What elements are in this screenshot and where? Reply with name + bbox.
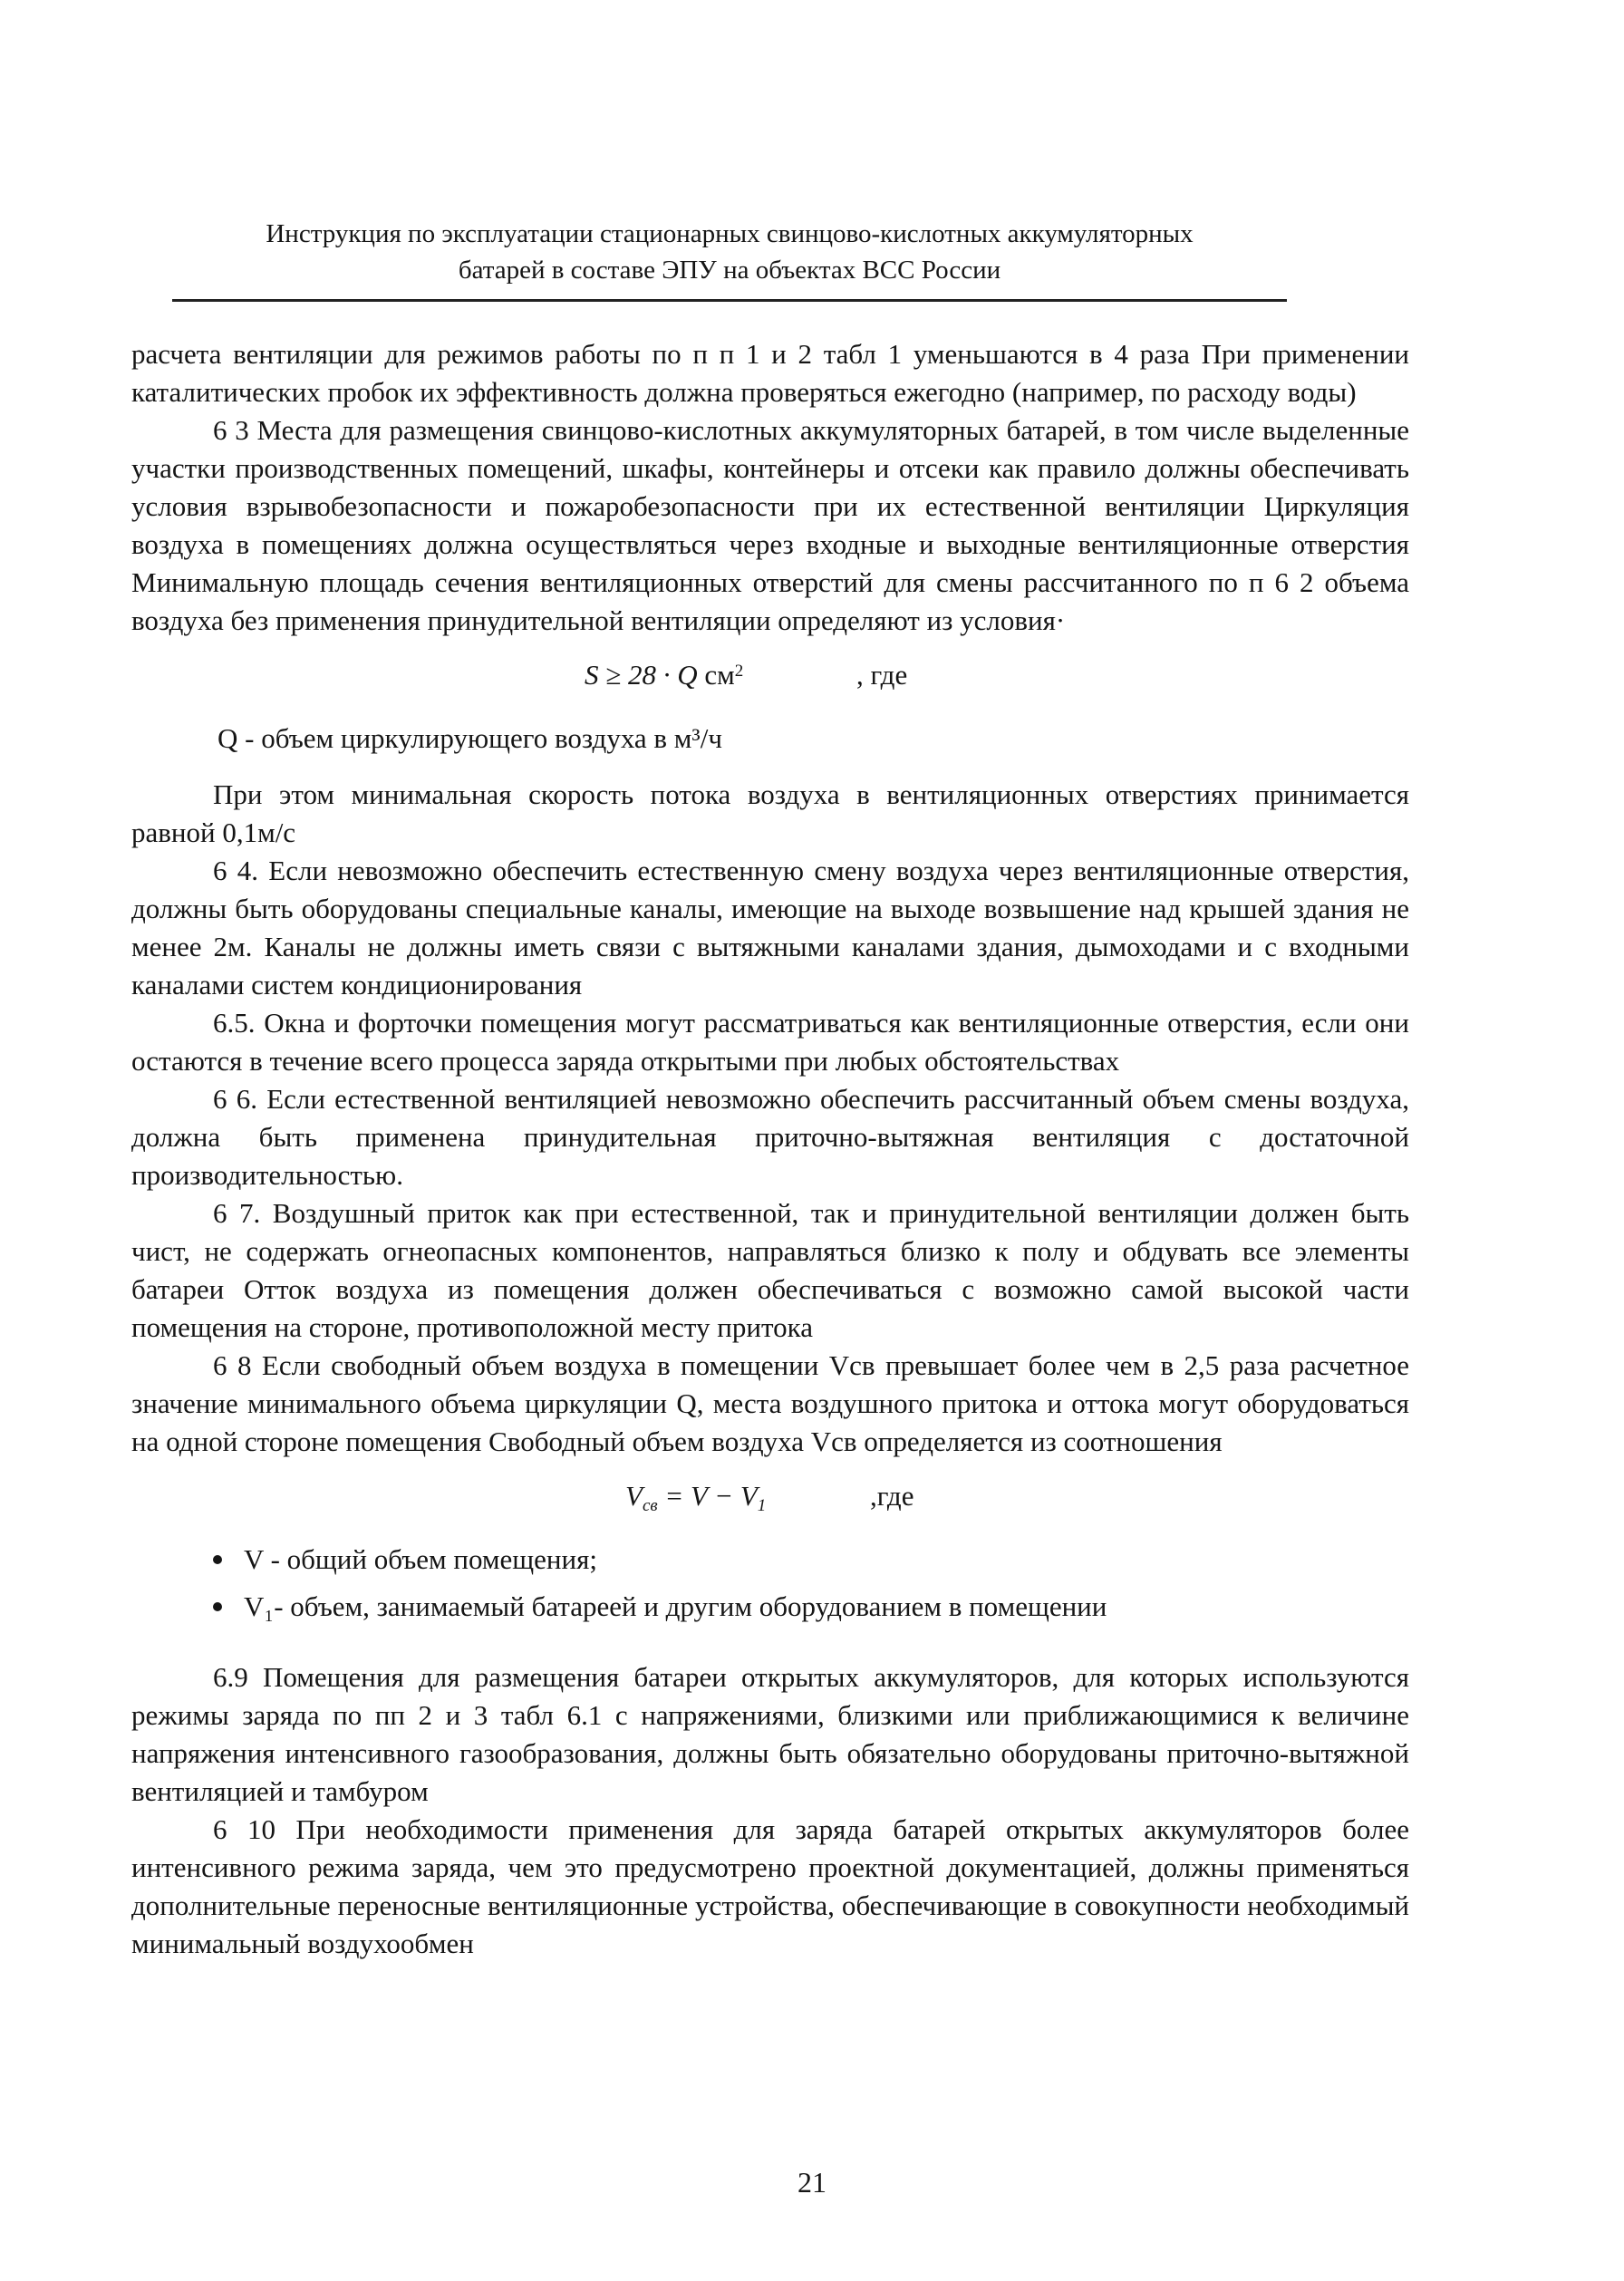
formula-area-where: , где [856, 659, 908, 691]
bullet-text: V₁- объем, занимаемый батареей и другим оборудованием в помещении [244, 1590, 1107, 1622]
page-number: 21 [798, 2166, 826, 2199]
paragraph-continuation: расчета вентиляции для режимов работы по п п 1 и 2 табл 1 уменьшаются в 4 раза При применении каталитических пробок их эффективность должна проверяться ежегодно (например, по расходу воды) [131, 338, 1409, 408]
paragraph-6-10: 6 10 При необходимости применения для заряда батарей открытых аккумуляторов более интенсивного режима заряда, чем это предусмотрено проектной документацией, должны применяться дополнительные переносные вентиляционные устройства, обеспечивающие в совокупности необходимый минимальный воздухообмен [131, 1813, 1409, 1959]
formula-free-volume-where: ,где [870, 1480, 914, 1512]
formula-free-volume-lhs-sub: св [642, 1496, 658, 1515]
paragraph-6-6: 6 6. Если естественной вентиляцией невозможно обеспечить рассчитанный объем смены воздуха, должна быть применена принудительная приточно-вытяжная вентиляция с достаточной производительностью. [131, 1083, 1409, 1191]
bullet-dot-icon [213, 1555, 222, 1564]
bullet-text: V - общий объем помещения; [244, 1543, 597, 1575]
paragraph-6-4: 6 4. Если невозможно обеспечить естественную смену воздуха через вентиляционные отверстия, должны быть оборудованы специальные каналы, имеющие на выходе возвышение над крышей здания не менее 2м. Каналы не должны иметь связи с вытяжными каналами здания, дымоходами и с входными каналами систем кондиционирования [131, 855, 1409, 1000]
document-body [131, 335, 1409, 1963]
q-definition: Q - объем циркулирующего воздуха в м³/ч [218, 722, 722, 754]
page-header [172, 216, 1287, 288]
header-line-2: батарей в составе ЭПУ на объектах ВСС России [458, 256, 1001, 285]
formula-area-unit-exponent: 2 [734, 662, 744, 681]
formula-free-volume [131, 1461, 1409, 1532]
formula-free-volume-expression [625, 1477, 766, 1525]
header-divider [172, 299, 1287, 302]
paragraph-6-9: 6.9 Помещения для размещения батареи открытых аккумуляторов, для которых используются режимы заряда по пп 2 и 3 табл 6.1 с напряжениями, близкими или приближающимися к величине напряжения интенсивного газообразования, должны быть обязательно оборудованы приточно-вытяжной вентиляцией и тамбуром [131, 1661, 1409, 1807]
formula-free-volume-rhs-sub: 1 [757, 1496, 767, 1515]
paragraph-6-8: 6 8 Если свободный объем воздуха в помещении Vсв превышает более чем в 2,5 раза расчетное значение минимального объема циркуляции Q, места воздушного притока и оттока могут оборудоваться на одной стороне помещения Свободный объем воздуха Vсв определяется из соотношения [131, 1349, 1409, 1457]
formula-area [131, 640, 1409, 710]
formula-area-lhs: S ≥ 28 · Q [585, 659, 698, 691]
formula-area-expression [585, 656, 743, 694]
paragraph-6-7: 6 7. Воздушный приток как при естественной, так и принудительной вентиляции должен быть чист, не содержать огнеопасных компонентов, направляться близко к полу и обдувать все элементы батареи Отток воздуха из помещения должен обеспечиваться с возможно самой высокой части помещения на стороне, противоположной месту притока [131, 1197, 1409, 1343]
paragraph-min-speed: При этом минимальная скорость потока воздуха в вентиляционных отверстиях принимается равной 0,1м/с [131, 778, 1409, 848]
header-line-1: Инструкция по эксплуатации стационарных свинцово-кислотных аккумуляторных [266, 219, 1194, 248]
formula-area-unit: см [704, 659, 735, 691]
formula-free-volume-lhs: V [625, 1480, 643, 1512]
bullet-dot-icon [213, 1602, 222, 1611]
paragraph-6-3: 6 3 Места для размещения свинцово-кислотных аккумуляторных батарей, в том числе выделенные участки производственных помещений, шкафы, контейнеры и отсеки как правило должны обеспечивать условия взрывобезопасности и пожаробезопасности при их естественной вентиляции Циркуляция воздуха в помещениях должна осуществляться через входные и выходные вентиляционные отверстия Минимальную площадь сечения вентиляционных отверстий для смены рассчитанного по п 6 2 объема воздуха без применения принудительной вентиляции определяют из условия· [131, 414, 1409, 636]
formula-free-volume-rhs: = V − V [657, 1480, 758, 1512]
bullet-item [213, 1541, 1409, 1579]
bullet-list [213, 1541, 1409, 1626]
bullet-item [213, 1588, 1409, 1626]
paragraph-6-5: 6.5. Окна и форточки помещения могут рассматриваться как вентиляционные отверстия, если они остаются в течение всего процесса заряда открытыми при любых обстоятельствах [131, 1007, 1409, 1077]
